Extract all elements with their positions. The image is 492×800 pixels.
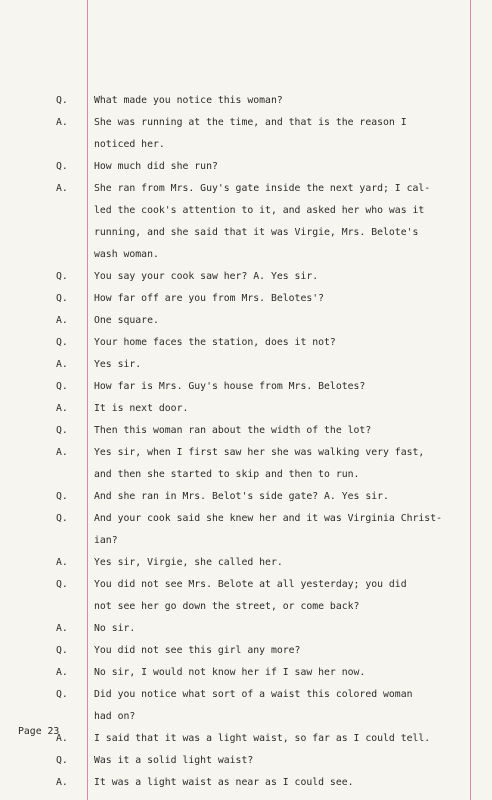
line-text: How much did she run? [94,161,218,172]
line-text: You say your cook saw her? A. Yes sir. [94,271,319,282]
transcript-line [0,486,492,508]
line-text: Your home faces the station, does it not? [94,337,336,348]
transcript-line [0,222,492,244]
line-text: How far off are you from Mrs. Belotes'? [94,293,325,304]
speaker-label: Q. [56,425,68,436]
speaker-label: A. [56,557,68,568]
line-text: Did you notice what sort of a waist this colored woman [94,689,413,700]
line-text: I said that it was a light waist, so far as I could tell. [94,733,431,744]
line-text: had on? [94,711,136,722]
line-text: running, and she said that it was Virgie, Mrs. Belote's [94,227,419,238]
line-text: noticed her. [94,139,165,150]
line-text: and then she started to skip and then to run. [94,469,360,480]
transcript-line [0,706,492,728]
speaker-label: Q. [56,513,68,524]
line-text: It was a light waist as near as I could see. [94,777,354,788]
speaker-label: Q. [56,491,68,502]
line-text: Yes sir. [94,359,142,370]
transcript-line [0,200,492,222]
transcript-line [0,728,492,750]
speaker-label: Q. [56,689,68,700]
transcript-line [0,398,492,420]
transcript-line [0,310,492,332]
line-text: not see her go down the street, or come back? [94,601,360,612]
speaker-label: Q. [56,293,68,304]
speaker-label: Q. [56,161,68,172]
line-text: You did not see this girl any more? [94,645,301,656]
speaker-label: Q. [56,645,68,656]
speaker-label: A. [56,183,68,194]
line-text: What made you notice this woman? [94,95,283,106]
line-text: ian? [94,535,118,546]
transcript-line [0,596,492,618]
line-text: wash woman. [94,249,159,260]
transcript-line [0,112,492,134]
transcript-line [0,244,492,266]
line-text: Yes sir, when I first saw her she was walking very fast, [94,447,425,458]
transcript-line [0,178,492,200]
transcript-line [0,134,492,156]
transcript-line [0,90,492,112]
transcript-line [0,640,492,662]
line-text: She was running at the time, and that is the reason I [94,117,407,128]
speaker-label: Q. [56,95,68,106]
line-text: And she ran in Mrs. Belot's side gate? A. Yes sir. [94,491,389,502]
speaker-label: Q. [56,381,68,392]
speaker-label: Q. [56,271,68,282]
transcript-line [0,288,492,310]
line-text: led the cook's attention to it, and asked her who was it [94,205,425,216]
speaker-label: A. [56,447,68,458]
transcript-line [0,464,492,486]
speaker-label: A. [56,667,68,678]
transcript-line [0,618,492,640]
transcript-lines [0,90,492,794]
transcript-line [0,552,492,574]
line-text: How far is Mrs. Guy's house from Mrs. Belotes? [94,381,366,392]
line-text: Was it a solid light waist? [94,755,254,766]
transcript-line [0,420,492,442]
transcript-line [0,376,492,398]
transcript-line [0,332,492,354]
transcript-line [0,750,492,772]
speaker-label: Q. [56,755,68,766]
speaker-label: A. [56,733,68,744]
line-text: And your cook said she knew her and it was Virginia Christ- [94,513,442,524]
speaker-label: A. [56,117,68,128]
line-text: Yes sir, Virgie, she called her. [94,557,283,568]
speaker-label: A. [56,777,68,788]
speaker-label: Q. [56,579,68,590]
line-text: Then this woman ran about the width of the lot? [94,425,372,436]
transcript-line [0,662,492,684]
transcript-line [0,508,492,530]
transcript-line [0,266,492,288]
speaker-label: A. [56,359,68,370]
line-text: No sir, I would not know her if I saw her now. [94,667,366,678]
transcript-line [0,684,492,706]
speaker-label: A. [56,403,68,414]
transcript-line [0,354,492,376]
transcript-line [0,156,492,178]
transcript-line [0,442,492,464]
line-text: No sir. [94,623,136,634]
line-text: It is next door. [94,403,189,414]
line-text: You did not see Mrs. Belote at all yesterday; you did [94,579,407,590]
transcript-line [0,772,492,794]
transcript-line [0,530,492,552]
speaker-label: Q. [56,337,68,348]
line-text: She ran from Mrs. Guy's gate inside the next yard; I cal- [94,183,431,194]
transcript-line [0,574,492,596]
page-number: Page 23 [18,726,60,737]
speaker-label: A. [56,623,68,634]
line-text: One square. [94,315,159,326]
speaker-label: A. [56,315,68,326]
